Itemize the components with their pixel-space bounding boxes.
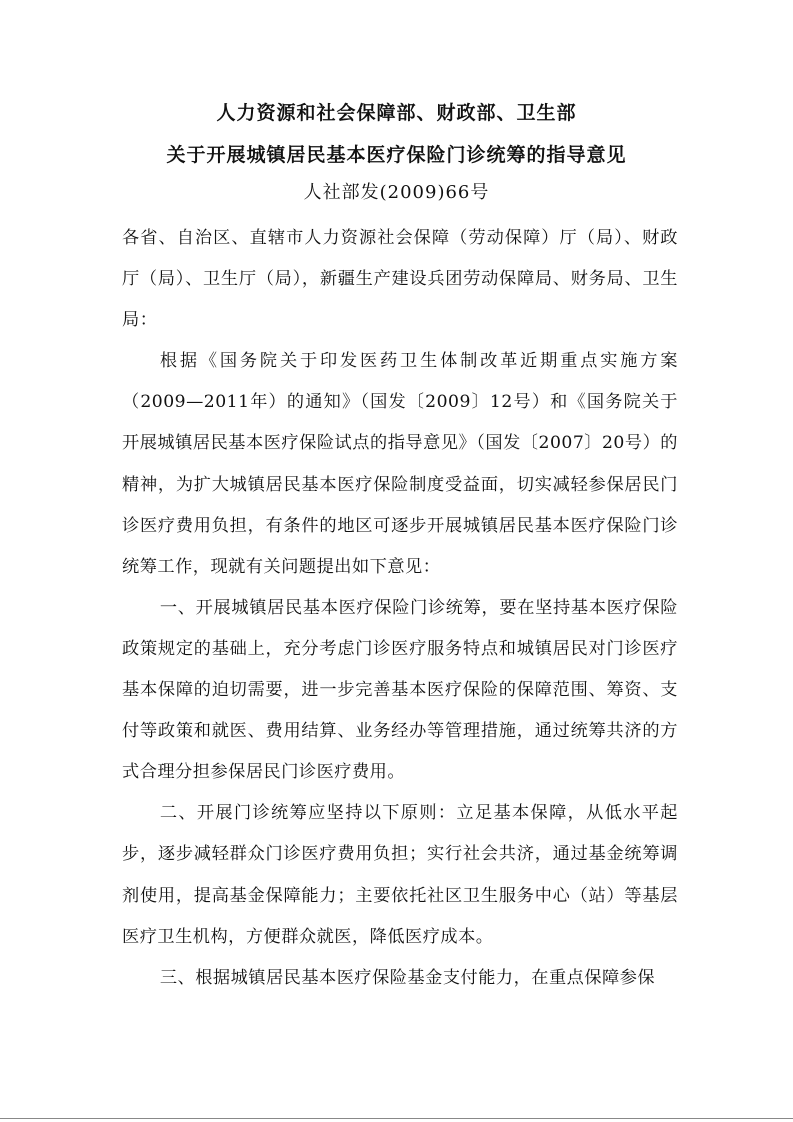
- body-paragraph-3: 三、根据城镇居民基本医疗保险基金支付能力，在重点保障参保: [159, 967, 656, 988]
- document-title-line1: 人力资源和社会保障部、财政部、卫生部: [216, 102, 577, 124]
- addressee-paragraph: 各省、自治区、直辖市人力资源社会保障（劳动保障）厅（局）、财政厅（局）、卫生厅（局），新疆生产建设兵团劳动保障局、财务局、卫生局：: [122, 228, 678, 331]
- body-paragraph-2: 二、开展门诊统筹应坚持以下原则：立足基本保障，从低水平起步，逐步减轻群众门诊医疗费用负担；实行社会共济，通过基金统筹调剂使用，提高基金保障能力；主要依托社区卫生服务中心（站）等基层医疗卫生机构，方便群众就医，降低医疗成本。: [122, 803, 678, 947]
- body-paragraph-intro: 根据《国务院关于印发医药卫生体制改革近期重点实施方案（2009—2011年）的通知》（国发〔2009〕12号）和《国务院关于开展城镇居民基本医疗保险试点的指导意见》（国发〔2007〕20号）的精神，为扩大城镇居民基本医疗保险制度受益面，切实减轻参保居民门诊医疗费用负担，有条件的地区可逐步开展城镇居民基本医疗保险门诊统筹工作，现就有关问题提出如下意见：: [122, 351, 678, 577]
- page-bottom-divider: [0, 1118, 793, 1119]
- document-body: [122, 218, 678, 999]
- document-number: 人社部发(2009)66号: [303, 182, 490, 203]
- body-paragraph-1: 一、开展城镇居民基本医疗保险门诊统筹，要在坚持基本医疗保险政策规定的基础上，充分考虑门诊医疗服务特点和城镇居民对门诊医疗基本保障的迫切需要，进一步完善基本医疗保险的保障范围、筹资、支付等政策和就医、费用结算、业务经办等管理措施，通过统筹共济的方式合理分担参保居民门诊医疗费用。: [122, 597, 678, 783]
- document-title-line2: 关于开展城镇居民基本医疗保险门诊统筹的指导意见: [166, 144, 627, 166]
